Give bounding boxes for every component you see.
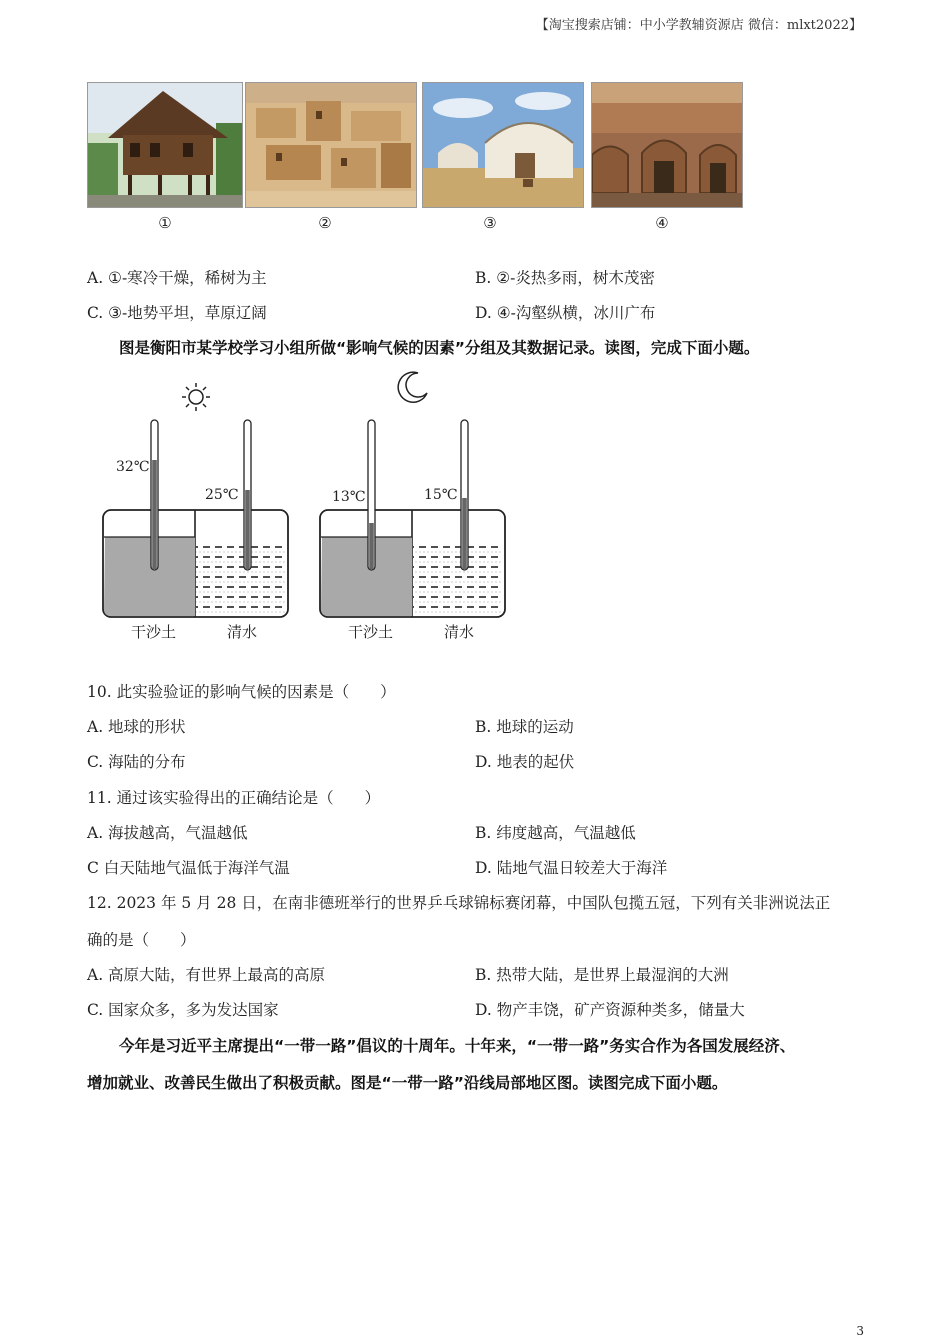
- q9-option-a: A. ①-寒冷干燥，稀树为主: [87, 269, 267, 287]
- q10-option-b: B. 地球的运动: [475, 718, 574, 736]
- photo-label-3: ③: [483, 214, 497, 232]
- intro-belt-road-line2: 增加就业、改善民生做出了积极贡献。图是“一带一路”沿线局部地区图。读图完成下面小题。: [87, 1074, 728, 1092]
- day-container: [103, 420, 288, 617]
- q10-option-a: A. 地球的形状: [87, 718, 186, 736]
- day-water-temp: 25℃: [205, 487, 239, 503]
- sun-icon: [182, 383, 210, 411]
- day-water-label: 清水: [227, 623, 258, 641]
- q11-option-b: B. 纬度越高，气温越低: [475, 824, 636, 842]
- q11-stem: 11. 通过该实验得出的正确结论是（ ）: [87, 789, 381, 807]
- q9-option-b: B. ②-炎热多雨，树木茂密: [475, 269, 655, 287]
- day-sand-label: 干沙土: [131, 623, 177, 641]
- q11-option-a: A. 海拔越高，气温越低: [87, 824, 248, 842]
- q11-option-c: C 白天陆地气温低于海洋气温: [87, 859, 290, 877]
- intro-climate-experiment: 图是衡阳市某学校学习小组所做“影响气候的因素”分组及其数据记录。读图，完成下面小题。: [119, 339, 760, 357]
- photo-label-4: ④: [655, 214, 669, 232]
- q12-option-c: C. 国家众多，多为发达国家: [87, 1001, 279, 1019]
- night-container: [320, 420, 505, 617]
- page-header: 【淘宝搜索店铺：中小学教辅资源店 微信：mlxt2022】: [535, 18, 862, 33]
- q9-option-c: C. ③-地势平坦，草原辽阔: [87, 304, 267, 322]
- page-number: 3: [856, 1324, 864, 1338]
- yurt-photo: [422, 82, 584, 208]
- experiment-diagram: [95, 365, 525, 645]
- q12-option-b: B. 热带大陆，是世界上最湿润的大洲: [475, 966, 729, 984]
- q9-option-d: D. ④-沟壑纵横，冰川广布: [475, 304, 656, 322]
- q10-stem: 10. 此实验验证的影响气候的因素是（ ）: [87, 683, 396, 701]
- photo-label-2: ②: [318, 214, 332, 232]
- photo-label-1: ①: [158, 214, 172, 232]
- q12-option-d: D. 物产丰饶，矿产资源种类多，储量大: [475, 1001, 745, 1019]
- stilt-house-photo: [87, 82, 243, 208]
- q10-option-c: C. 海陆的分布: [87, 753, 186, 771]
- day-sand-temp: 32℃: [116, 459, 150, 475]
- q12-stem-line1: 12. 2023 年 5 月 28 日，在南非德班举行的世界乒乓球锦标赛闭幕，中国队包揽五冠，下列有关非洲说法正: [87, 894, 831, 912]
- night-sand-temp: 13℃: [332, 489, 366, 505]
- night-water-label: 清水: [444, 623, 475, 641]
- night-water-temp: 15℃: [424, 487, 458, 503]
- cave-dwelling-photo: [591, 82, 743, 208]
- q11-option-d: D. 陆地气温日较差大于海洋: [475, 859, 668, 877]
- photo-row: [87, 82, 747, 242]
- q12-stem-line2: 确的是（ ）: [87, 931, 196, 949]
- q10-option-d: D. 地表的起伏: [475, 753, 575, 771]
- intro-belt-road-line1: 今年是习近平主席提出“一带一路”倡议的十周年。十年来，“一带一路”务实合作为各国发展经济、: [119, 1037, 796, 1055]
- moon-icon: [398, 372, 427, 402]
- night-sand-label: 干沙土: [348, 623, 394, 641]
- adobe-city-photo: [245, 82, 417, 208]
- q12-option-a: A. 高原大陆，有世界上最高的高原: [87, 966, 326, 984]
